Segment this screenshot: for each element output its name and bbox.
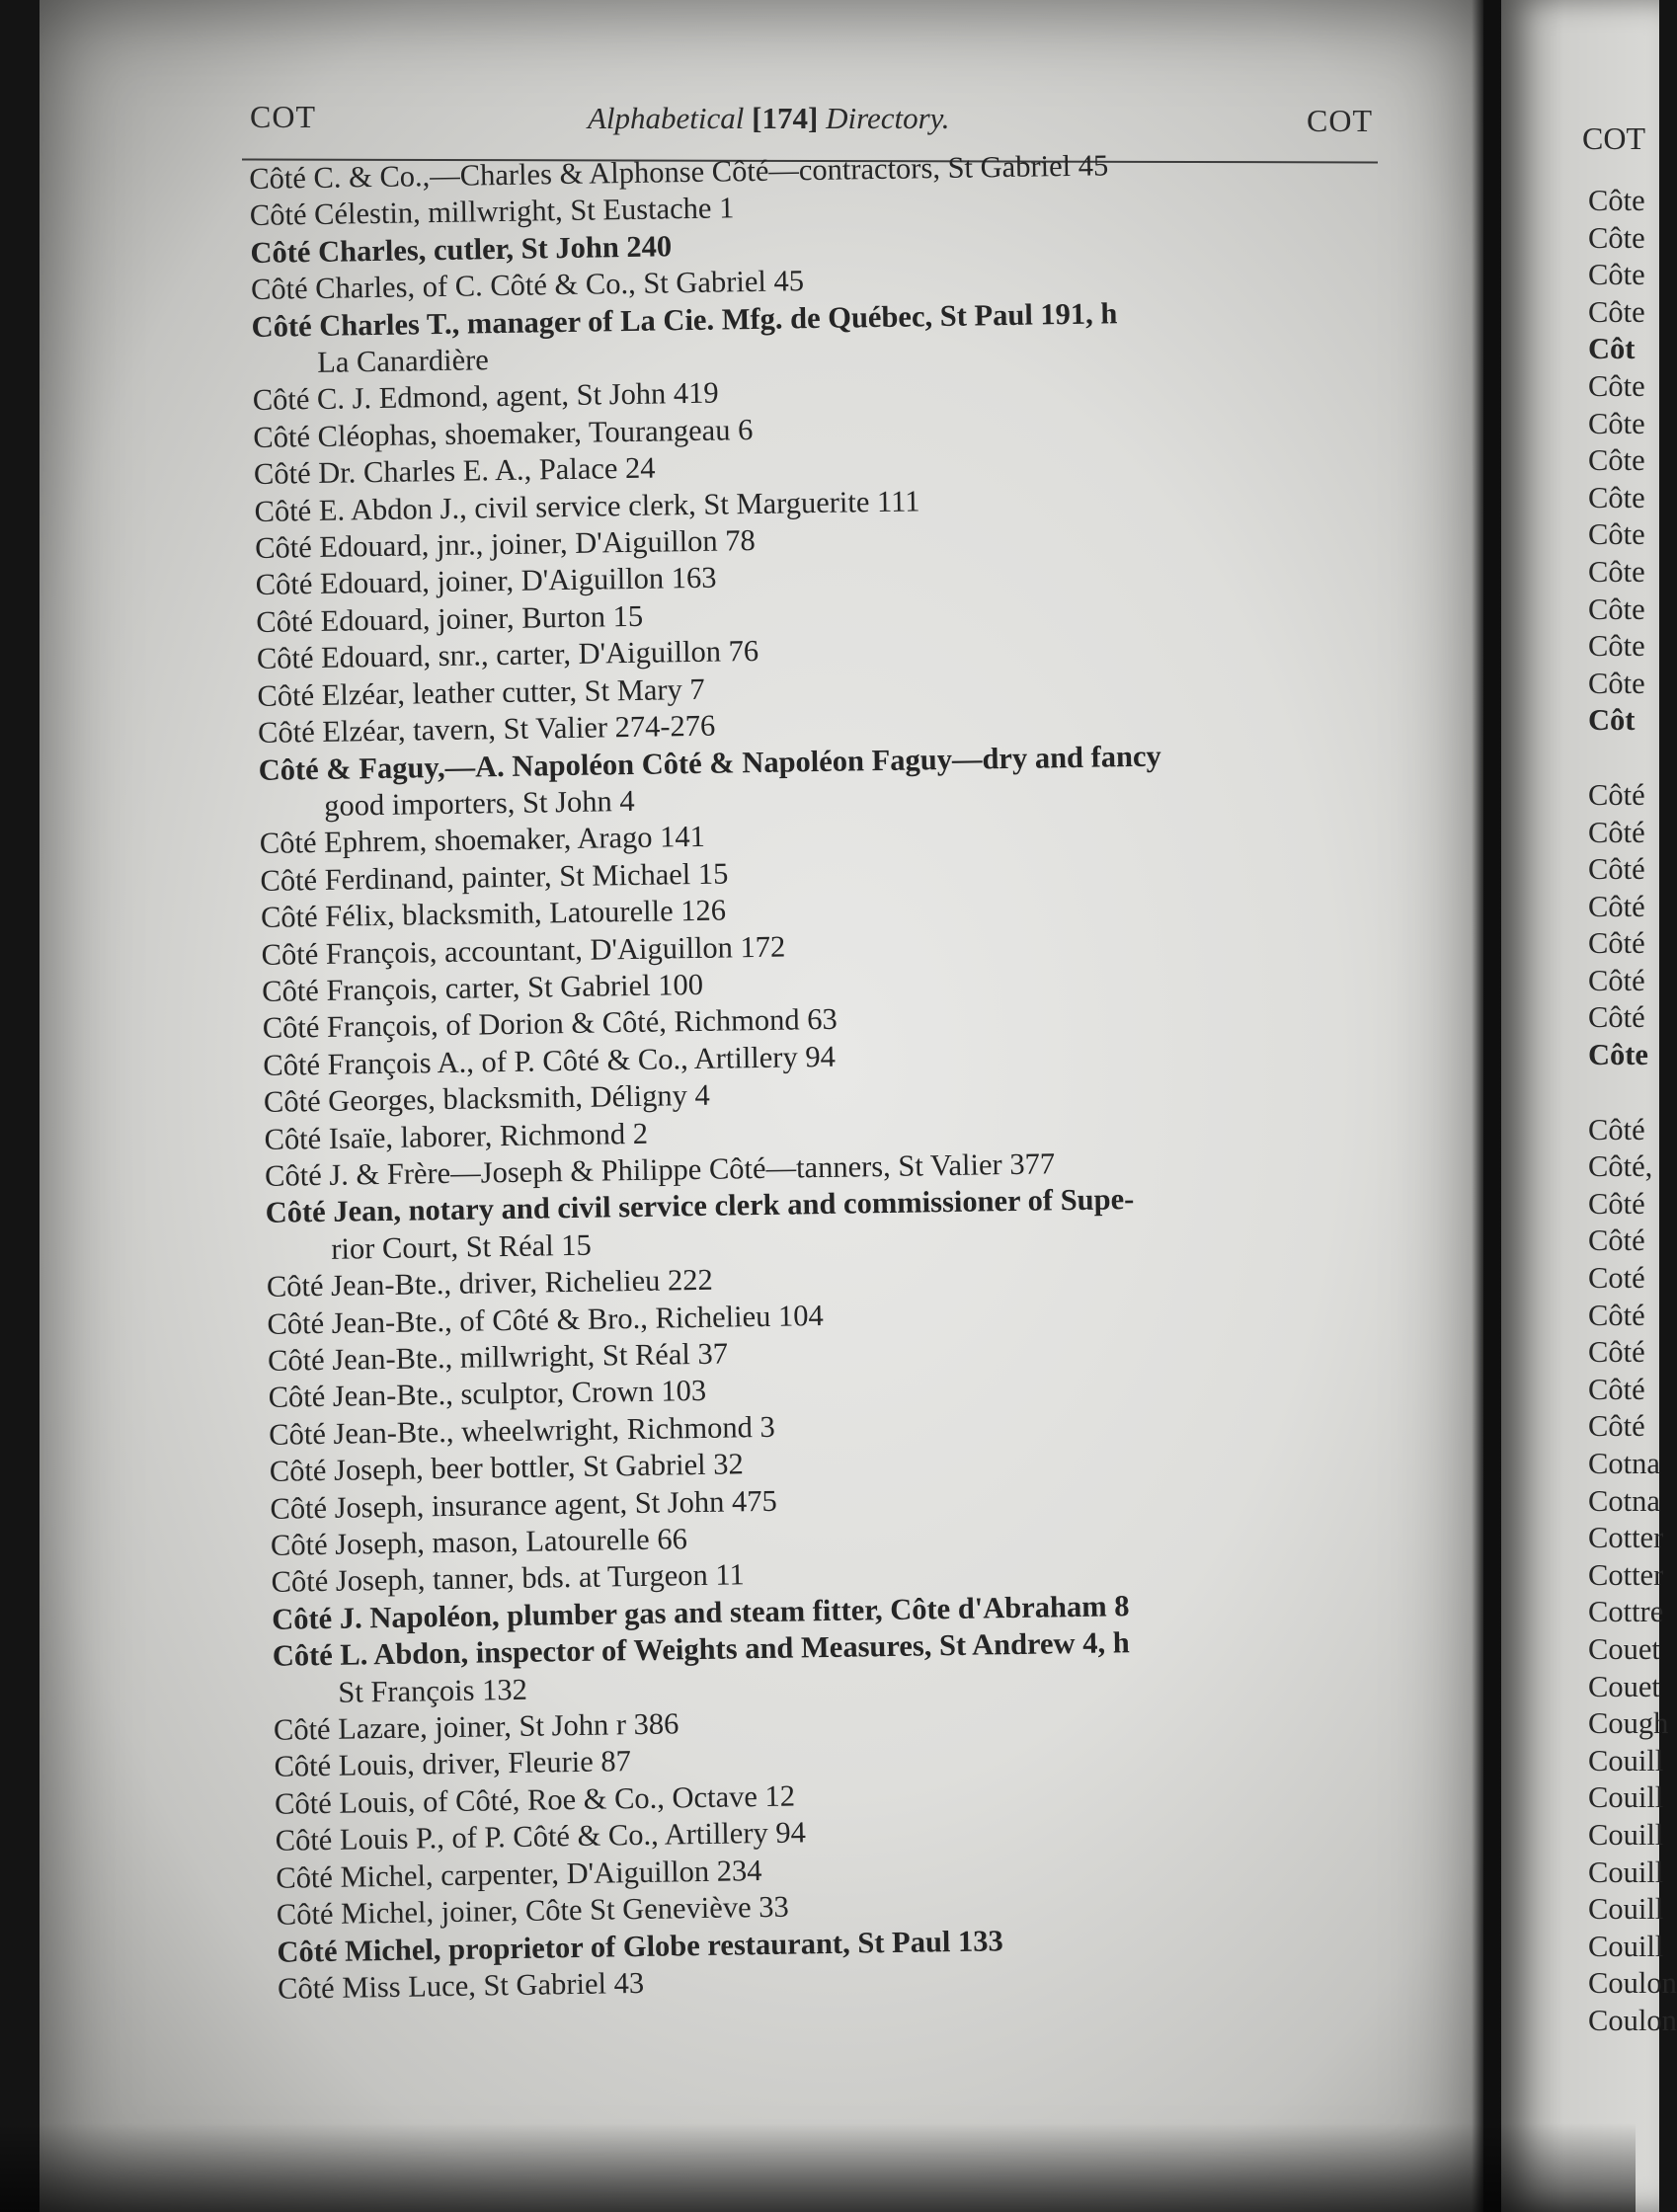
directory-entry: Côté & Faguy,—A. Napoléon Côté & Napoléon Faguy—dry and fancy	[258, 739, 1162, 787]
header-title-before: Alphabetical	[588, 101, 753, 135]
header-title-after: Directory.	[818, 101, 950, 135]
directory-entry: Côté Edouard, joiner, Burton 15	[256, 598, 644, 639]
right-page-entry: Côté	[1588, 777, 1645, 812]
directory-entry: Côté Charles, cutler, St John 240	[250, 229, 673, 270]
directory-entry: Côté Joseph, mason, Latourelle 66	[270, 1522, 688, 1562]
right-page-entry: Côté	[1588, 1409, 1645, 1444]
directory-entry: Côté Michel, carpenter, D'Aiguillon 234	[276, 1853, 762, 1895]
directory-entry: Côté Cléophas, shoemaker, Tourangeau 6	[253, 412, 754, 454]
right-page-entries	[1588, 183, 1677, 2040]
directory-entry: Côté Louis, driver, Fleurie 87	[274, 1744, 632, 1784]
right-page-entry: Coulon	[1588, 2003, 1677, 2037]
directory-entry: Côté E. Abdon J., civil service clerk, St Marguerite 111	[254, 484, 920, 528]
directory-entry: Côté Charles, of C. Côté & Co., St Gabriel 45	[250, 264, 805, 307]
right-page-header: COT	[1582, 120, 1645, 156]
right-page-entry: Couill	[1588, 1892, 1664, 1927]
header-left-guide-word: COT	[250, 99, 316, 134]
page-number: [174]	[752, 101, 819, 135]
right-page-entry: Côte	[1588, 258, 1645, 292]
directory-entry: Côté Edouard, jnr., joiner, D'Aiguillon 78	[254, 523, 756, 566]
directory-entry: Côté Charles T., manager of La Cie. Mfg. de Québec, St Paul 191, h	[251, 295, 1118, 344]
directory-entry: Côté Joseph, tanner, bds. at Turgeon 11	[271, 1557, 745, 1600]
directory-entry: Côté Jean-Bte., sculptor, Crown 103	[268, 1374, 707, 1415]
right-page-entry: Côte	[1588, 406, 1645, 440]
page-header	[247, 99, 1383, 144]
right-page-entry: Côté	[1588, 1186, 1645, 1221]
right-page-entry: Couill	[1588, 1780, 1664, 1815]
directory-entry: Côté Elzéar, tavern, St Valier 274-276	[257, 708, 716, 750]
directory-entry: Côté Joseph, beer bottler, St Gabriel 32	[269, 1447, 744, 1489]
header-right-guide-word: COT	[1307, 103, 1373, 138]
right-page-entry: Coté	[1588, 1261, 1645, 1296]
directory-entry: Côté J. & Frère—Joseph & Philippe Côté—tanners, St Valier 377	[264, 1146, 1056, 1193]
directory-entry-continuation: La Canardière	[316, 343, 490, 379]
directory-entry-continuation: St François 132	[338, 1672, 528, 1709]
right-page-entry: Côte	[1588, 517, 1645, 552]
right-page-entry: Cotna	[1588, 1483, 1660, 1518]
directory-entry: Côté Jean-Bte., of Côté & Bro., Richelieu 104	[267, 1298, 824, 1341]
directory-entry: Côté L. Abdon, inspector of Weights and Measures, St Andrew 4, h	[272, 1625, 1130, 1674]
directory-entry: Côté François A., of P. Côté & Co., Artillery 94	[263, 1039, 837, 1082]
directory-entry: Côté Ferdinand, painter, St Michael 15	[260, 856, 729, 898]
header-title	[588, 101, 949, 136]
directory-entry: Côté Michel, joiner, Côte St Geneviève 33	[276, 1889, 789, 1932]
directory-entry: Côté Jean-Bte., wheelwright, Richmond 3	[268, 1409, 775, 1452]
directory-entry: Côté Louis, of Côté, Roe & Co., Octave 12	[274, 1778, 796, 1821]
right-page-entry: Couill	[1588, 1929, 1664, 1963]
right-page-entry: Côté	[1588, 1224, 1645, 1258]
directory-entry: Côté C. J. Edmond, agent, St John 419	[252, 375, 719, 418]
right-page-entry: Côte	[1588, 220, 1645, 255]
directory-entry-continuation: rior Court, St Réal 15	[331, 1227, 593, 1266]
right-page-entry: Coulon	[1588, 1966, 1677, 2001]
right-page-entry: Côté	[1588, 1000, 1645, 1035]
right-page-entry: Côt	[1588, 332, 1636, 366]
directory-entry: Côté François, carter, St Gabriel 100	[261, 967, 704, 1008]
right-page-entry: Côte	[1588, 592, 1645, 626]
directory-entry: Côté Jean-Bte., driver, Richelieu 222	[266, 1262, 714, 1304]
directory-entry: Côté Dr. Charles E. A., Palace 24	[253, 450, 656, 492]
bottom-shadow	[0, 2123, 1636, 2212]
directory-entry: Côté J. Napoléon, plumber gas and steam fitter, Côte d'Abraham 8	[271, 1589, 1130, 1636]
right-page-entry: Côte	[1588, 629, 1645, 664]
right-page-entry: Côt	[1588, 703, 1636, 738]
directory-entry: Côté Edouard, snr., carter, D'Aiguillon 76	[256, 634, 759, 676]
directory-entry: Côté Jean, notary and civil service clerk and commissioner of Supe-	[265, 1182, 1135, 1230]
right-page-entry: Côté	[1588, 963, 1645, 997]
directory-entry: Côté Jean-Bte., millwright, St Réal 37	[267, 1336, 729, 1378]
directory-entry: Côté C. & Co.,—Charles & Alphonse Côté—contractors, St Gabriel 45	[249, 148, 1109, 196]
right-page-entry: Côte	[1588, 294, 1645, 329]
right-page-entry: Couill	[1588, 1855, 1664, 1889]
right-page-entry: Côté	[1588, 815, 1645, 849]
right-page-entry: Côte	[1588, 184, 1645, 217]
right-page-entry: Couet	[1588, 1669, 1660, 1703]
right-page-entry: Côté	[1588, 1335, 1645, 1370]
right-page-entry: Côté	[1588, 1372, 1645, 1406]
directory-entry: Côté Edouard, joiner, D'Aiguillon 163	[255, 561, 717, 602]
right-page-entry: Côté	[1588, 852, 1645, 887]
directory-entry: Côté Miss Luce, St Gabriel 43	[277, 1965, 645, 2006]
right-page-entry: Côte	[1588, 480, 1645, 514]
directory-entry: Côté Célestin, millwright, St Eustache 1	[249, 191, 735, 233]
right-page-entry: Côté	[1588, 1112, 1645, 1146]
directory-entry: Côté François, accountant, D'Aiguillon 172	[261, 929, 786, 972]
directory-entry: Côté Isaïe, laborer, Richmond 2	[264, 1116, 649, 1156]
right-page-entry: Côté	[1588, 889, 1645, 923]
right-page-entry: Cottre	[1588, 1595, 1664, 1629]
right-page-entry: Côte	[1588, 1038, 1648, 1072]
right-page-entry: Côté	[1588, 1298, 1645, 1332]
right-page-entry: Cough	[1588, 1706, 1669, 1741]
right-page-entry: Couill	[1588, 1817, 1664, 1852]
right-page-entry: Côté	[1588, 926, 1645, 961]
right-page-entry: Côte	[1588, 554, 1645, 589]
right-page-entry: Cotna	[1588, 1447, 1660, 1480]
right-page-entry: Côté,	[1588, 1149, 1653, 1184]
directory-entry: Côté Elzéar, leather cutter, St Mary 7	[257, 672, 705, 713]
directory-entry: Côté François, of Dorion & Côté, Richmond 63	[262, 1002, 838, 1046]
directory-entry: Côté Ephrem, shoemaker, Arago 141	[259, 820, 706, 861]
right-page-entry: Cotter	[1588, 1521, 1664, 1555]
directory-entry: Côté Georges, blacksmith, Déligny 4	[263, 1077, 710, 1120]
directory-entry: Côté Michel, proprietor of Globe restaurant, St Paul 133	[277, 1923, 1003, 1969]
directory-entry: Côté Félix, blacksmith, Latourelle 126	[260, 893, 727, 935]
directory-entry: Côté Joseph, insurance agent, St John 475	[270, 1483, 777, 1526]
right-page-entry: Côte	[1588, 443, 1645, 478]
right-page-entry: Côte	[1588, 666, 1645, 700]
right-page-entry: Couill	[1588, 1743, 1664, 1778]
directory-entry: Côté Lazare, joiner, St John r 386	[273, 1706, 679, 1747]
right-page-entry: Couet	[1588, 1631, 1660, 1666]
directory-entry: Côté Louis P., of P. Côté & Co., Artillery 94	[275, 1815, 807, 1858]
directory-entry-continuation: good importers, St John 4	[323, 783, 635, 823]
right-page-entry: Côte	[1588, 368, 1645, 403]
directory-entries	[249, 143, 1423, 2008]
right-page-entry: Cotter	[1588, 1557, 1664, 1592]
right-page	[1501, 0, 1677, 2212]
